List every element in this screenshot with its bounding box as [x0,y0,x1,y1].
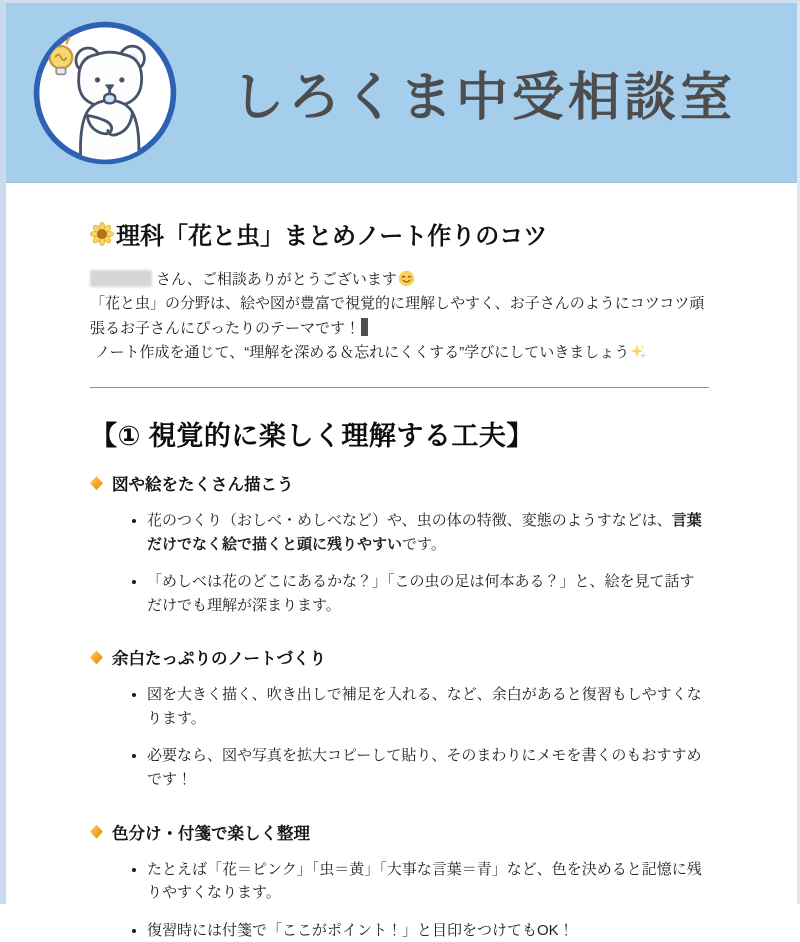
article-title-text: 理科「花と虫」まとめノート作りのコツ [116,223,548,250]
bullet-list [90,509,709,617]
subsection-title-text: 色分け・付箋で楽しく整理 [112,824,310,843]
bullet-text: 図を大きく描く、吹き出しで補足を入れる、など、余白があると復習もしやすくなります。 [147,686,702,727]
polar-bear-lightbulb-badge-icon [30,18,180,168]
orange-diamond-icon [90,476,103,490]
list-item [147,683,709,730]
subsection-title [90,820,709,844]
subsection-margin [90,645,709,791]
intro-line3: ノート作成を通じて、“理解を深める＆忘れにくくする”学びにしていきましょう [95,343,630,361]
orange-diamond-icon [90,825,103,839]
bullet-text: 「めしべは花のどこにあるかな？」「この虫の足は何本ある？」と、絵を見て話すだけでも理解が深まります。 [147,573,695,614]
section-divider [90,387,709,388]
bullet-text: たとえば「花＝ピンク」「虫＝黄」「大事な言葉＝青」など、色を決めると記憶に残りやすくなります。 [147,860,702,902]
site-header [6,3,797,183]
text-cursor [361,318,368,336]
intro-paragraph[interactable] [90,268,709,365]
bullet-list [90,683,709,791]
site-title: しろくま中受相談室 [232,69,737,127]
bullet-text: 必要なら、図や写真を拡大コピーして貼り、そのまわりにメモを書くのもおすすめです！ [147,747,702,789]
bullet-text-bold: 言葉だけでなく絵で描くと頭に残りやすい [147,512,702,553]
intro-line2: 「花と虫」の分野は、絵や図が豊富で視覚的に理解しやすく、お子さんのようにコツコツ頑張るお子さんにぴったりのテーマです！ [90,295,705,337]
redacted-name [90,270,152,287]
greeting-text: さん、ご相談ありがとうございます [156,271,397,288]
subsection-title-text: 図や絵をたくさん描こう [112,476,294,495]
list-item [147,744,709,791]
sparkles-icon [630,343,647,360]
bullet-text: 花のつくり（おしべ・めしべなど）や、虫の体の特徴、変態のようすなどは、 [147,512,672,530]
section-heading: 【① 視覚的に楽しく理解する工夫】 [90,421,534,452]
bullet-list [90,858,709,942]
bullet-text: です。 [402,535,446,553]
bullet-text: 復習時には付箋で「ここがポイント！」と目印をつけてもOK！ [147,921,574,939]
article [6,216,797,942]
list-item [147,570,709,617]
list-item [147,858,709,905]
subsection-title-text: 余白たっぷりのノートづくり [112,650,327,669]
article-title [90,216,709,251]
list-item [147,509,709,556]
blossom-flower-icon [90,222,114,246]
subsection-color [90,820,709,942]
subsection-title [90,471,709,495]
subsection-title [90,645,709,669]
subsection-drawing [90,471,709,617]
smiling-face-icon [398,270,415,287]
list-item [147,919,709,942]
orange-diamond-icon [90,650,103,664]
